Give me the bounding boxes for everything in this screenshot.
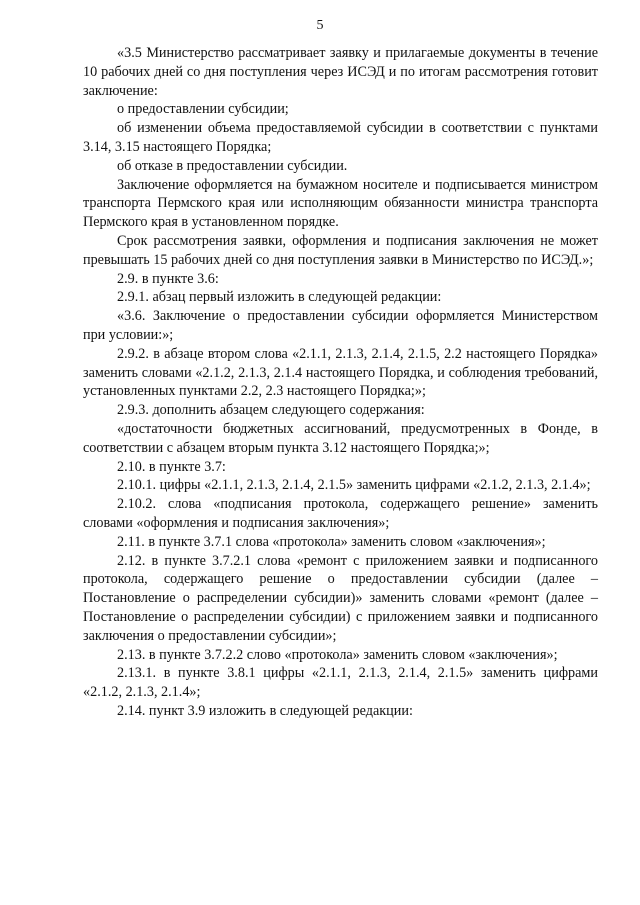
paragraph-2-10: 2.10. в пункте 3.7:	[117, 458, 226, 475]
paragraph-2-13-1: 2.13.1. в пункте 3.8.1 цифры «2.1.1, 2.1.3, 2.1.4, 2.1.5» заменить цифрами «2.1.2, 2.1.3, 2.1.4»;	[83, 665, 598, 701]
paragraph-2-13: 2.13. в пункте 3.7.2.2 слово «протокола» заменить словом «заключения»;	[117, 646, 558, 663]
paragraph-2-9-2: 2.9.2. в абзаце втором слова «2.1.1, 2.1.3, 2.1.4, 2.1.5, 2.2 настоящего Порядка» заменить словами «2.1.2, 2.1.3, 2.1.4 настоящего Порядка, и соблюдения требований, установленных пунктами 2.2, 2.3 настоящего Порядка;»;	[83, 345, 598, 400]
paragraph-2-10-1: 2.10.1. цифры «2.1.1, 2.1.3, 2.1.4, 2.1.5» заменить цифрами «2.1.2, 2.1.3, 2.1.4»;	[117, 477, 591, 494]
paragraph-3-6-quote: «3.6. Заключение о предоставлении субсидии оформляется Министерством при условии:»;	[83, 308, 598, 343]
paragraph-review-term: Срок рассмотрения заявки, оформления и подписания заключения не может превышать 15 рабочих дней со дня поступления заявки в Министерство по ИСЭД.»;	[83, 232, 598, 268]
page-number: 5	[316, 18, 324, 33]
document-body	[83, 44, 598, 721]
paragraph-2-11: 2.11. в пункте 3.7.1 слова «протокола» заменить словом «заключения»;	[117, 533, 546, 550]
paragraph-2-9-1: 2.9.1. абзац первый изложить в следующей редакции:	[117, 289, 442, 306]
paragraph-2-12: 2.12. в пункте 3.7.2.1 слова «ремонт с приложением заявки и подписанного протокола, содержащего решение о предоставлении субсидии (далее – Постановление о распределении субсидии)» заменить словами «ремонт (далее – Постановление о распределении субсидии) с приложением заявки и подписанного заключения о предоставлении субсидии»;	[83, 552, 598, 644]
paragraph-option-refusal: об отказе в предоставлении субсидии.	[117, 157, 348, 174]
paragraph-2-9: 2.9. в пункте 3.6:	[117, 270, 219, 287]
paragraph-budget-quote: «достаточности бюджетных ассигнований, предусмотренных в Фонде, в соответствии с абзацем вторым пункта 3.12 настоящего Порядка;»;	[83, 420, 598, 456]
paragraph-option-grant: о предоставлении субсидии;	[117, 101, 289, 118]
paragraph-2-14: 2.14. пункт 3.9 изложить в следующей редакции:	[117, 702, 413, 719]
paragraph-option-change: об изменении объема предоставляемой субсидии в соответствии с пунктами 3.14, 3.15 настоящего Порядка;	[83, 120, 598, 155]
paragraph-2-10-2: 2.10.2. слова «подписания протокола, содержащего решение» заменить словами «оформления и подписания заключения»;	[83, 496, 598, 531]
paragraph-3-5-intro: «3.5 Министерство рассматривает заявку и прилагаемые документы в течение 10 рабочих дней со дня поступления через ИСЭД и по итогам рассмотрения готовит заключение:	[83, 45, 598, 99]
paragraph-conclusion-format: Заключение оформляется на бумажном носителе и подписывается министром транспорта Пермского края или исполняющим обязанности министра транспорта Пермского края в установленном порядке.	[83, 176, 598, 231]
paragraph-2-9-3: 2.9.3. дополнить абзацем следующего содержания:	[117, 402, 425, 419]
